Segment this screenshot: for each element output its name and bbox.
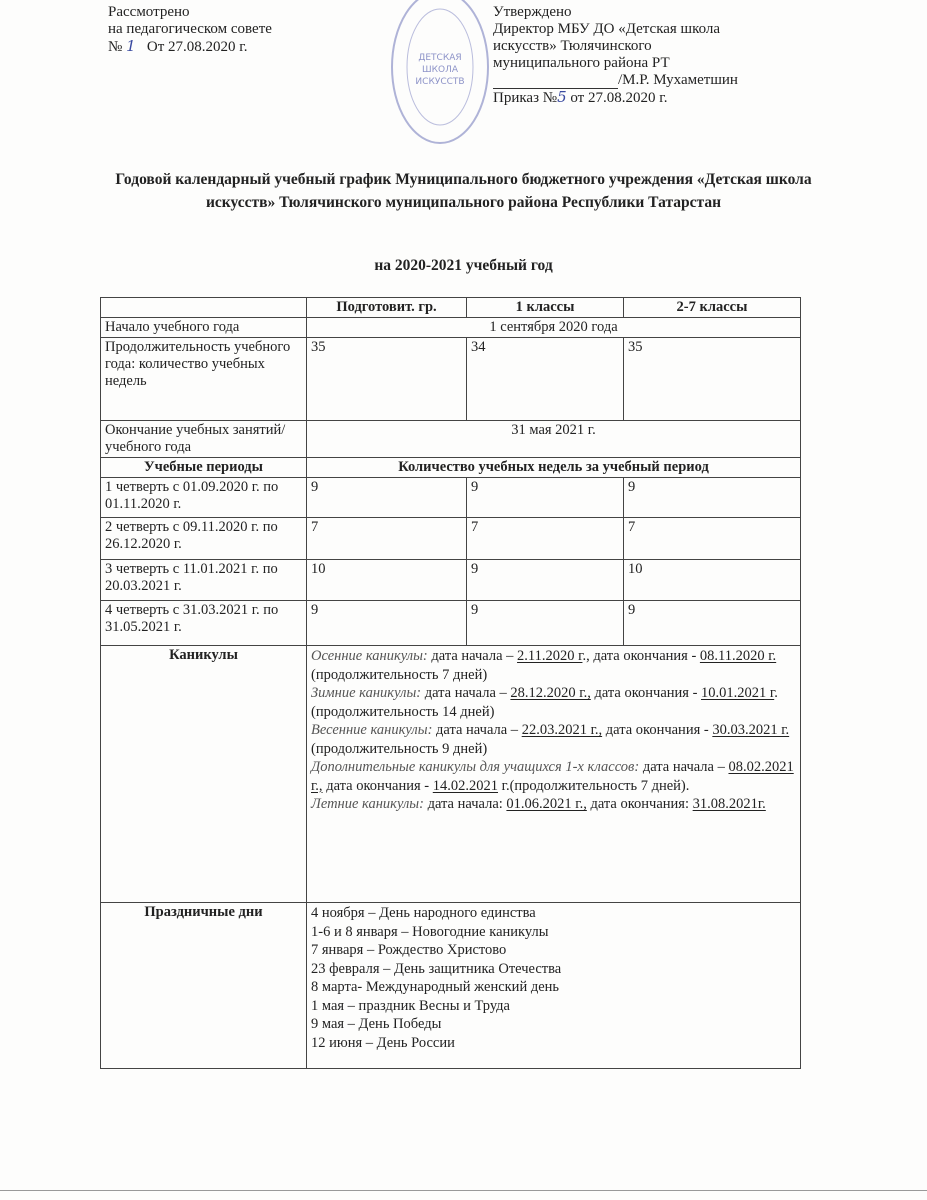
duration: г.(продолжительность 7 дней). <box>498 777 690 794</box>
text: дата начала: <box>423 796 507 812</box>
header-cell: 2-7 классы <box>624 298 801 318</box>
vacation-name: Дополнительные каникулы для учащихся 1-х классов: <box>311 759 640 775</box>
vacation-item <box>311 684 796 721</box>
cell-value: 10 <box>307 560 467 601</box>
vacation-item <box>311 758 796 795</box>
cell-value: 7 <box>624 518 801 560</box>
header-cell: Подготовит. гр. <box>307 298 467 318</box>
row-label: Праздничные дни <box>101 903 307 1069</box>
order-number: 5 <box>557 88 567 106</box>
director-line-3: муниципального района РТ <box>493 55 670 71</box>
scan-edge <box>0 1190 927 1191</box>
reviewed-label: Рассмотрено <box>108 4 190 20</box>
signer-name: /М.Р. Мухаметшин <box>618 72 738 88</box>
cell-value: 7 <box>467 518 624 560</box>
holiday-item: 8 марта- Международный женский день <box>311 979 560 995</box>
cell-value: 9 <box>467 560 624 601</box>
director-line: Директор МБУ ДО «Детская школа <box>493 21 721 37</box>
text: дата окончания - <box>590 685 702 701</box>
start-date: 01.06.2021 г., <box>506 796 587 812</box>
text: дата окончания: <box>586 796 693 812</box>
table-row <box>101 518 801 560</box>
cell-value: 31 мая 2021 г. <box>307 421 801 458</box>
end-date: 10.01.2021 г <box>701 685 775 701</box>
table-row <box>101 903 801 1069</box>
document-subtitle: на 2020-2021 учебный год <box>374 257 553 274</box>
holiday-item: 4 ноября – День народного единства <box>311 905 536 921</box>
table-row <box>101 421 801 458</box>
end-date: 14.02.2021 <box>432 777 499 794</box>
table-row <box>101 601 801 646</box>
holidays-cell <box>307 903 801 1069</box>
header-cell: 1 классы <box>467 298 624 318</box>
council-label: на педагогическом совете <box>108 21 272 37</box>
holiday-item: 23 февраля – День защитника Отечества <box>311 960 562 977</box>
table-header-row <box>101 298 801 318</box>
start-date: 22.03.2021 г., <box>521 722 603 738</box>
table-row <box>101 560 801 601</box>
cell-value: 9 <box>467 601 624 646</box>
cell-value: Количество учебных недель за учебный период <box>307 458 801 478</box>
stamp-seal <box>388 0 498 152</box>
document-title: Годовой календарный учебный график Муниципального бюджетного учреждения «Детская школа искусств» Тюлячинского муниципального района Республики Татарстан <box>115 171 812 211</box>
cell-value: 34 <box>467 338 624 421</box>
text: дата начала – <box>432 722 522 738</box>
vacation-name: Осенние каникулы: <box>311 648 428 664</box>
svg-text:ШКОЛА: ШКОЛА <box>421 65 459 75</box>
row-label: Начало учебного года <box>101 318 307 338</box>
cell-value: 35 <box>307 338 467 421</box>
holiday-item: 1 мая – праздник Весны и Труда <box>311 997 510 1014</box>
number-label: № <box>108 39 123 55</box>
table-row <box>101 478 801 518</box>
svg-text:ДЕТСКАЯ: ДЕТСКАЯ <box>418 53 462 63</box>
holiday-item: 1-6 и 8 января – Новогодние каникулы <box>311 923 549 940</box>
cell-value: 1 сентября 2020 года <box>307 318 801 338</box>
director-line-2: искусств» Тюлячинского <box>493 38 652 54</box>
table-row <box>101 338 801 421</box>
protocol-line <box>108 38 272 56</box>
text: дата начала – <box>639 759 729 775</box>
vacation-name: Летние каникулы: <box>311 796 424 812</box>
protocol-number: 1 <box>126 37 136 55</box>
row-label: 4 четверть с 31.03.2021 г. по 31.05.2021 г. <box>101 601 307 646</box>
cell-value: 10 <box>624 560 801 601</box>
holiday-item: 7 января – Рождество Христово <box>311 942 507 958</box>
text: дата начала – <box>421 685 511 701</box>
vacation-item <box>311 795 796 814</box>
signature-line <box>493 72 738 89</box>
table-row <box>101 646 801 903</box>
vacation-item <box>311 647 796 684</box>
end-date: 08.11.2020 г. <box>699 648 777 664</box>
schedule-table <box>100 297 801 1069</box>
signature <box>493 74 618 89</box>
duration: .(продолжительность 14 дней) <box>311 685 778 720</box>
row-label: 2 четверть с 09.11.2020 г. по 26.12.2020 г. <box>101 518 307 560</box>
cell-value: 9 <box>624 601 801 646</box>
text: дата окончания - <box>602 722 713 738</box>
svg-text:ИСКУССТВ: ИСКУССТВ <box>415 77 465 87</box>
cell-value: 7 <box>307 518 467 560</box>
cell-value: 9 <box>467 478 624 518</box>
start-date: 08.02.2021 г., <box>311 759 794 794</box>
table-row <box>101 318 801 338</box>
text: ., дата окончания - <box>582 648 700 664</box>
row-label: 3 четверть с 11.01.2021 г. по 20.03.2021 г. <box>101 560 307 601</box>
cell-value: 9 <box>307 601 467 646</box>
row-label: Окончание учебных занятий/учебного года <box>101 421 307 458</box>
text: дата окончания - <box>322 777 433 794</box>
start-date: 2.11.2020 г <box>517 648 583 664</box>
text: дата начала – <box>427 648 518 664</box>
cell-value: 9 <box>307 478 467 518</box>
row-label: 1 четверть с 01.09.2020 г. по 01.11.2020 г. <box>101 478 307 518</box>
order-date: от 27.08.2020 г. <box>570 90 668 106</box>
duration: (продолжительность 9 дней) <box>311 740 488 757</box>
approved-block <box>493 4 738 107</box>
vacation-name: Зимние каникулы: <box>311 685 422 701</box>
cell-value: 9 <box>624 478 801 518</box>
header-cell <box>101 298 307 318</box>
vacations-cell <box>307 646 801 903</box>
end-date: 31.08.2021г. <box>692 796 766 812</box>
vacation-name: Весенние каникулы: <box>311 722 433 738</box>
table-row <box>101 458 801 478</box>
protocol-date: От 27.08.2020 г. <box>146 39 248 55</box>
order-label: Приказ № <box>493 90 558 106</box>
row-label: Каникулы <box>101 646 307 903</box>
row-label: Учебные периоды <box>101 458 307 478</box>
vacation-item <box>311 721 796 758</box>
cell-value: 35 <box>624 338 801 421</box>
holiday-item: 9 мая – День Победы <box>311 1016 442 1032</box>
duration: (продолжительность 7 дней) <box>311 666 488 683</box>
approved-label: Утверждено <box>493 4 572 20</box>
reviewed-block <box>108 4 272 56</box>
end-date: 30.03.2021 г. <box>712 722 790 738</box>
row-label: Продолжительность учебного года: количество учебных недель <box>101 338 307 421</box>
order-line <box>493 89 738 107</box>
start-date: 28.12.2020 г., <box>510 685 591 701</box>
holiday-item: 12 июня – День России <box>311 1034 455 1051</box>
